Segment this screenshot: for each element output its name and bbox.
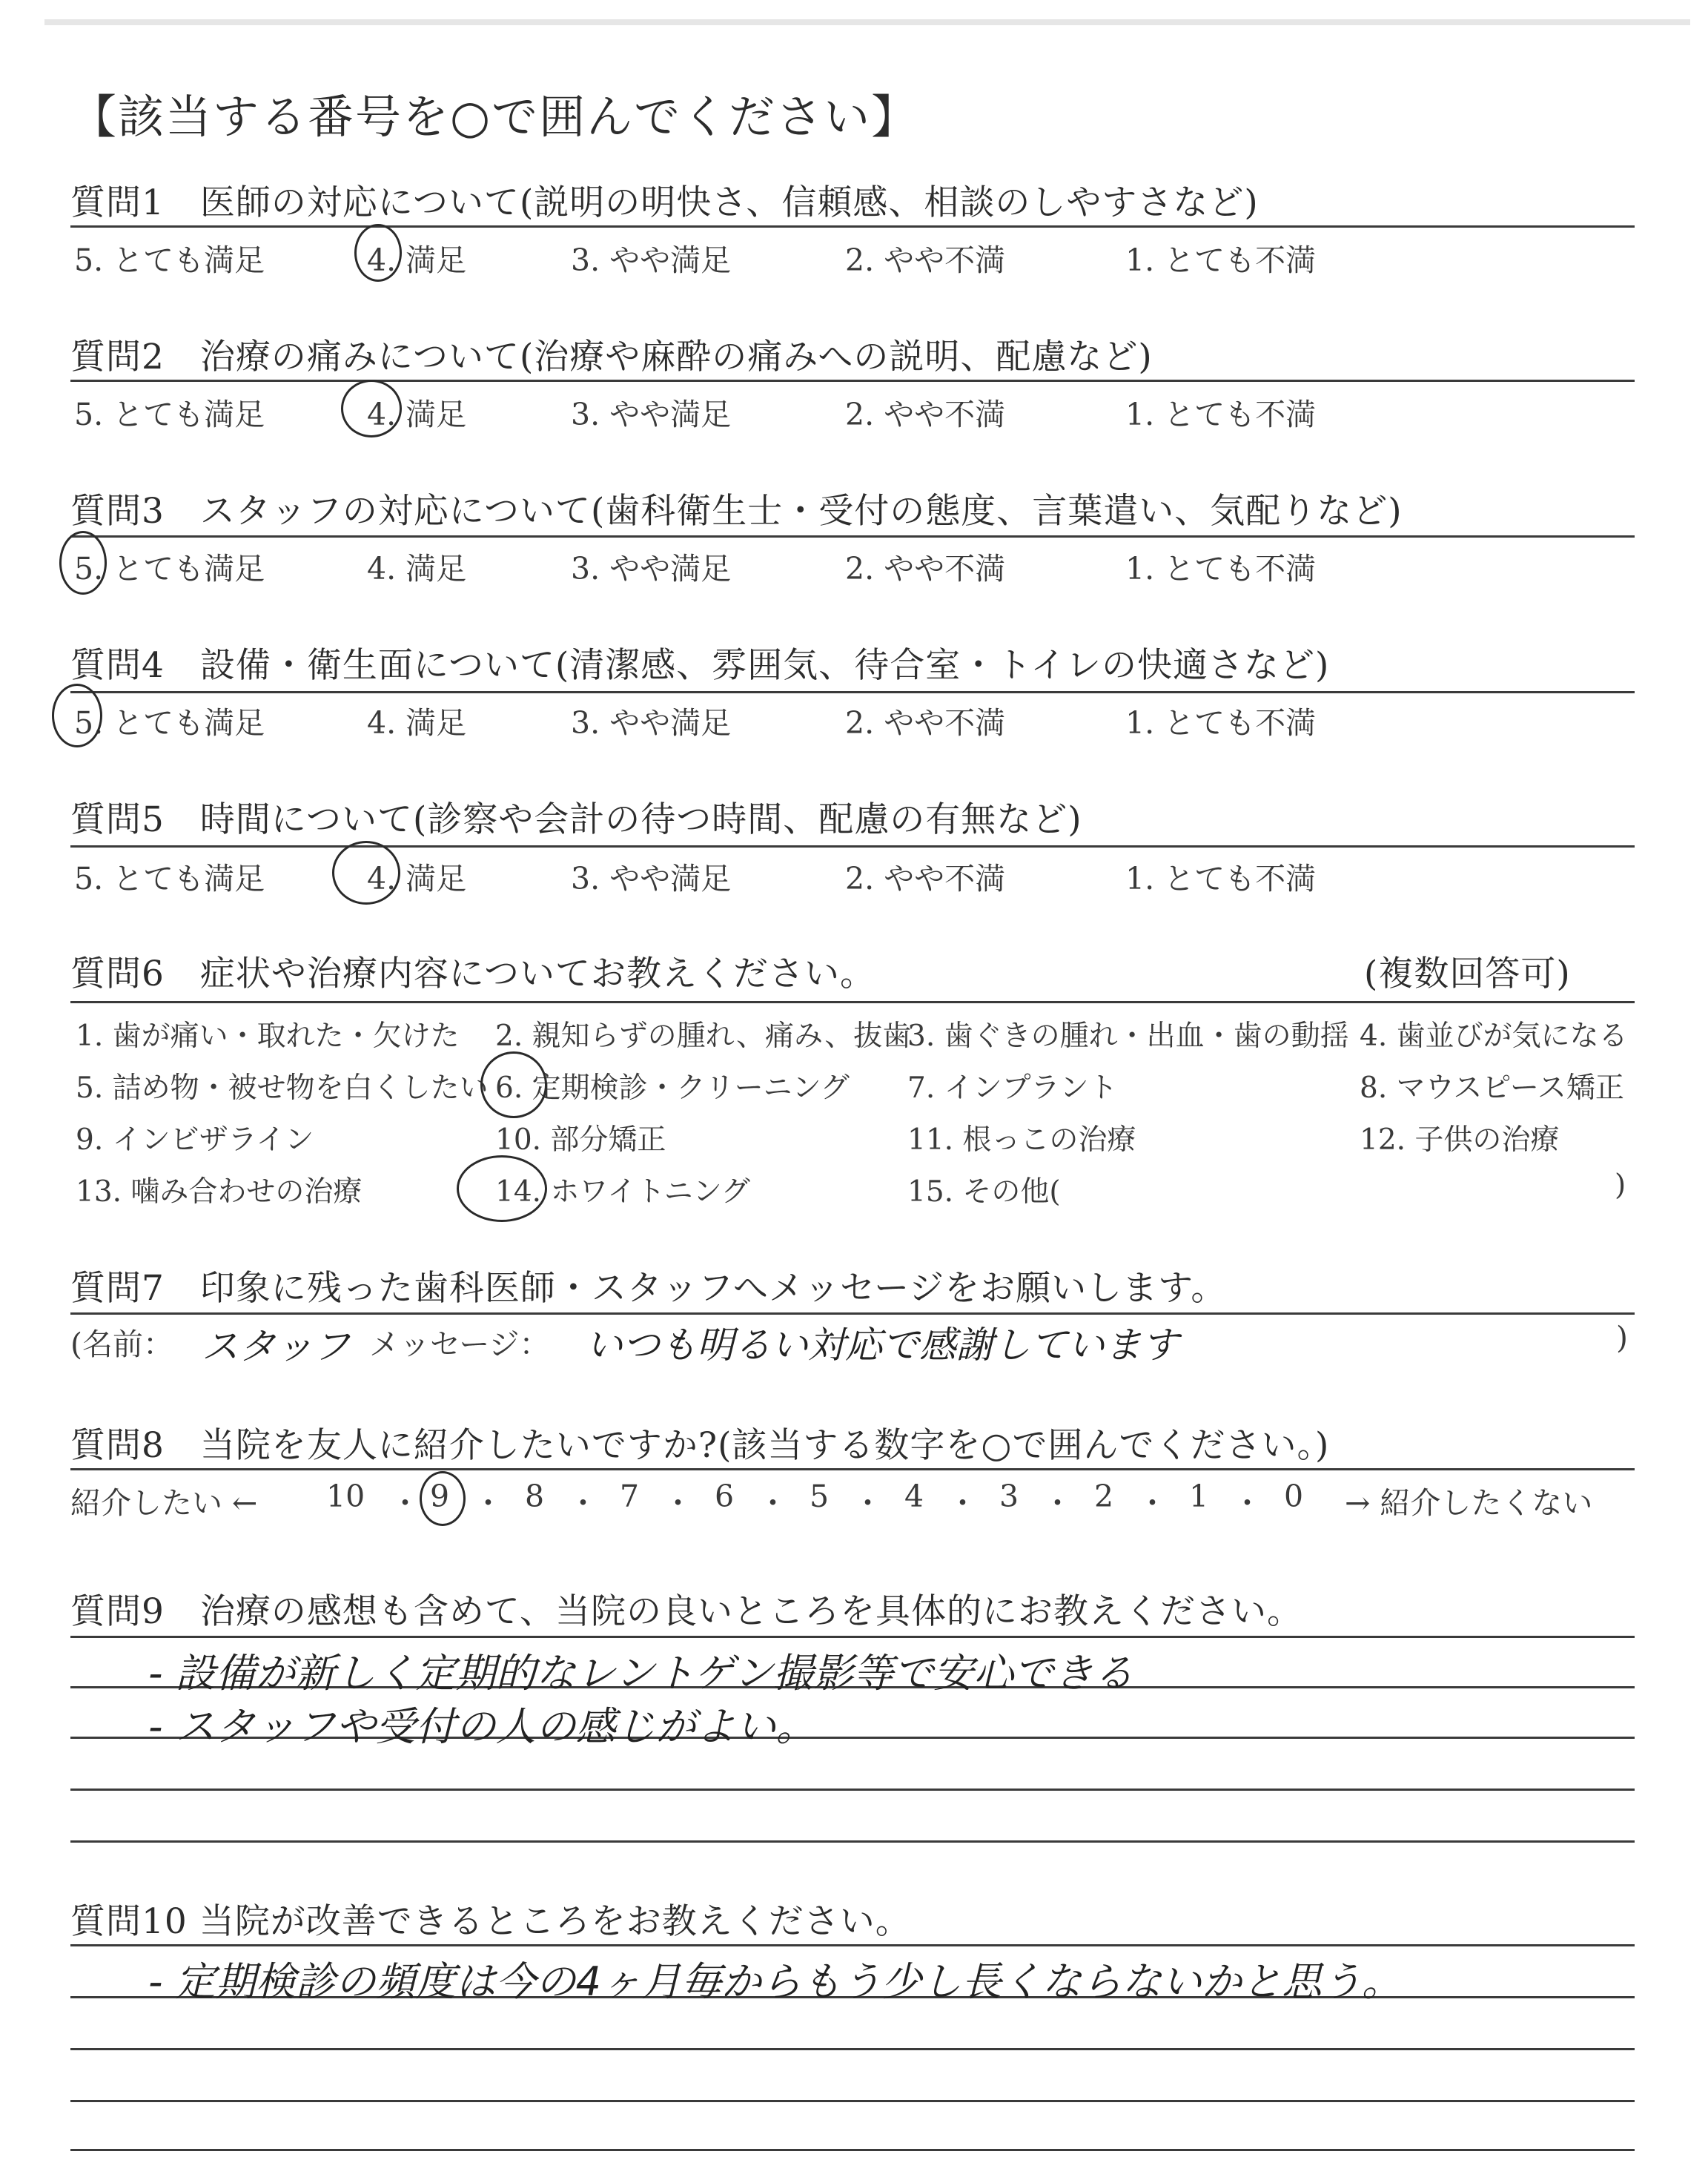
question-6-rule bbox=[70, 1001, 1635, 1003]
q8-scale-6[interactable]: 6 bbox=[715, 1479, 735, 1514]
q2-option-1[interactable]: 1. とても不満 bbox=[1125, 397, 1317, 432]
q6-item-13[interactable]: 13. 噛み合わせの治療 bbox=[76, 1175, 363, 1209]
q1-selected-circle bbox=[354, 224, 402, 282]
q10-answer-1[interactable]: - 定期検診の頻度は今の4ヶ月毎からもう少し長くならないかと思う。 bbox=[148, 1958, 1403, 2005]
q6-item-3[interactable]: 3. 歯ぐきの腫れ・出血・歯の動揺 bbox=[907, 1020, 1349, 1053]
question-1-label: 質問1 医師の対応について(説明の明快さ、信頼感、相談のしやすさなど) bbox=[70, 182, 1259, 223]
question-4-rule bbox=[70, 691, 1635, 693]
q7-name-value[interactable]: スタッフ bbox=[202, 1325, 350, 1368]
q8-scale-10[interactable]: 10 bbox=[326, 1479, 365, 1514]
q4-option-4[interactable]: 4. 満足 bbox=[367, 705, 467, 741]
q8-separator-dot: ・ bbox=[1042, 1485, 1073, 1521]
q8-separator-dot: ・ bbox=[568, 1485, 598, 1521]
q8-scale-5[interactable]: 5 bbox=[810, 1479, 830, 1514]
question-1-rule bbox=[70, 225, 1635, 228]
q9-line-1 bbox=[70, 1636, 1635, 1638]
q5-option-2[interactable]: 2. やや不満 bbox=[845, 861, 1006, 896]
q7-name-label: (名前： bbox=[70, 1327, 173, 1362]
q6-item-6[interactable]: 6. 定期検診・クリーニング bbox=[495, 1071, 850, 1105]
question-6-label: 質問6 症状や治療内容についてお教えください。 bbox=[70, 954, 875, 994]
q6-item-11[interactable]: 11. 根っこの治療 bbox=[907, 1123, 1136, 1157]
question-3-label: 質問3 スタッフの対応について(歯科衛生士・受付の態度、言葉遣い、気配りなど) bbox=[70, 491, 1403, 532]
q8-separator-dot: ・ bbox=[390, 1485, 420, 1521]
q2-option-4[interactable]: 4. 満足 bbox=[367, 397, 467, 432]
q8-scale-7[interactable]: 7 bbox=[620, 1479, 640, 1514]
q4-option-3[interactable]: 3. やや満足 bbox=[571, 705, 732, 741]
q10-line-5 bbox=[70, 2149, 1635, 2151]
q5-option-1[interactable]: 1. とても不満 bbox=[1125, 861, 1317, 896]
q2-option-3[interactable]: 3. やや満足 bbox=[571, 397, 732, 432]
q9-line-5 bbox=[70, 1840, 1635, 1843]
q3-option-4[interactable]: 4. 満足 bbox=[367, 551, 467, 587]
question-9-label: 質問9 治療の感想も含めて、当院の良いところを具体的にお教えください。 bbox=[70, 1591, 1302, 1632]
question-7-label: 質問7 印象に残った歯科医師・スタッフへメッセージをお願いします。 bbox=[70, 1268, 1227, 1309]
q5-selected-circle bbox=[332, 841, 400, 905]
q6-item-9[interactable]: 9. インビザライン bbox=[76, 1123, 314, 1157]
q4-option-5[interactable]: 5. とても満足 bbox=[74, 705, 265, 741]
q6-item-2[interactable]: 2. 親知らずの腫れ、痛み、抜歯 bbox=[495, 1020, 912, 1053]
q6-item-8[interactable]: 8. マウスピース矯正 bbox=[1360, 1071, 1624, 1105]
q6-item-10[interactable]: 10. 部分矯正 bbox=[495, 1123, 666, 1157]
question-8-label: 質問8 当院を友人に紹介したいですか?(該当する数字を○で囲んでください。) bbox=[70, 1425, 1330, 1466]
question-2-label: 質問2 治療の痛みについて(治療や麻酔の痛みへの説明、配慮など) bbox=[70, 337, 1153, 377]
q6-item-15[interactable]: 15. その他( bbox=[907, 1175, 1061, 1209]
q1-option-5[interactable]: 5. とても満足 bbox=[74, 242, 265, 278]
q6-item-5[interactable]: 5. 詰め物・被せ物を白くしたい bbox=[76, 1071, 489, 1105]
q6-selected-circle-14 bbox=[457, 1155, 547, 1222]
q8-scale-8[interactable]: 8 bbox=[525, 1479, 545, 1514]
q3-option-1[interactable]: 1. とても不満 bbox=[1125, 551, 1317, 587]
q8-separator-dot: ・ bbox=[473, 1485, 503, 1521]
q8-separator-dot: ・ bbox=[758, 1485, 788, 1521]
q1-option-2[interactable]: 2. やや不満 bbox=[845, 242, 1006, 278]
top-edge bbox=[44, 19, 1690, 25]
q5-option-5[interactable]: 5. とても満足 bbox=[74, 861, 265, 896]
q8-separator-dot: ・ bbox=[1232, 1485, 1262, 1521]
q1-option-3[interactable]: 3. やや満足 bbox=[571, 242, 732, 278]
q2-option-5[interactable]: 5. とても満足 bbox=[74, 397, 265, 432]
q8-scale-3[interactable]: 3 bbox=[999, 1479, 1019, 1514]
q6-item-7[interactable]: 7. インプラント bbox=[907, 1071, 1118, 1105]
q5-option-4[interactable]: 4. 満足 bbox=[367, 861, 467, 896]
q2-selected-circle bbox=[341, 380, 402, 437]
question-10-label: 質問10 当院が改善できるところをお教えください。 bbox=[70, 1901, 911, 1942]
q3-option-2[interactable]: 2. やや不満 bbox=[845, 551, 1006, 587]
q8-scale-9[interactable]: 9 bbox=[430, 1479, 450, 1514]
q8-scale-2[interactable]: 2 bbox=[1094, 1479, 1114, 1514]
question-7-rule bbox=[70, 1312, 1635, 1315]
q8-separator-dot: ・ bbox=[853, 1485, 883, 1521]
q8-separator-dot: ・ bbox=[663, 1485, 693, 1521]
question-8-rule bbox=[70, 1468, 1635, 1470]
q8-right-label: → 紹介したくない bbox=[1345, 1485, 1593, 1521]
q5-option-3[interactable]: 3. やや満足 bbox=[571, 861, 732, 896]
q9-answer-2[interactable]: - スタッフや受付の人の感じがよい。 bbox=[148, 1703, 816, 1750]
page-title: 【該当する番号を○で囲んでください】 bbox=[70, 90, 919, 144]
q3-option-3[interactable]: 3. やや満足 bbox=[571, 551, 732, 587]
q8-scale-4[interactable]: 4 bbox=[904, 1479, 924, 1514]
q6-item-1[interactable]: 1. 歯が痛い・取れた・欠けた bbox=[76, 1020, 460, 1053]
q10-line-1 bbox=[70, 1944, 1635, 1946]
q3-option-5[interactable]: 5. とても満足 bbox=[74, 551, 265, 587]
q7-message-value[interactable]: いつも明るい対応で感謝しています bbox=[586, 1324, 1179, 1367]
q3-selected-circle bbox=[59, 531, 107, 595]
question-2-rule bbox=[70, 380, 1635, 382]
q8-separator-dot: ・ bbox=[947, 1485, 978, 1521]
q6-selected-circle-6 bbox=[480, 1051, 547, 1118]
q7-close-paren: ) bbox=[1616, 1320, 1628, 1355]
q9-answer-1[interactable]: - 設備が新しく定期的なレントゲン撮影等で安心できる bbox=[148, 1650, 1134, 1697]
q2-option-2[interactable]: 2. やや不満 bbox=[845, 397, 1006, 432]
q8-left-label: 紹介したい ← bbox=[70, 1485, 258, 1521]
question-3-rule bbox=[70, 535, 1635, 538]
q6-item-15-close: ) bbox=[1615, 1169, 1626, 1202]
q1-option-1[interactable]: 1. とても不満 bbox=[1125, 242, 1317, 278]
q4-selected-circle bbox=[52, 684, 102, 747]
q8-scale-1[interactable]: 1 bbox=[1189, 1479, 1209, 1514]
q1-option-4[interactable]: 4. 満足 bbox=[367, 242, 467, 278]
q10-line-3 bbox=[70, 2048, 1635, 2050]
q4-option-1[interactable]: 1. とても不満 bbox=[1125, 705, 1317, 741]
q8-scale-0[interactable]: 0 bbox=[1284, 1479, 1304, 1514]
q7-message-label: メッセージ： bbox=[369, 1327, 550, 1362]
q6-item-4[interactable]: 4. 歯並びが気になる bbox=[1360, 1020, 1628, 1053]
q6-item-14[interactable]: 14. ホワイトニング bbox=[495, 1175, 750, 1209]
q4-option-2[interactable]: 2. やや不満 bbox=[845, 705, 1006, 741]
q10-line-4 bbox=[70, 2100, 1635, 2102]
question-4-label: 質問4 設備・衛生面について(清潔感、雰囲気、待合室・トイレの快適さなど) bbox=[70, 645, 1330, 686]
q6-item-12[interactable]: 12. 子供の治療 bbox=[1360, 1123, 1560, 1157]
question-5-rule bbox=[70, 845, 1635, 848]
question-6-note: (複数回答可) bbox=[1364, 954, 1571, 994]
q8-selected-circle bbox=[420, 1471, 466, 1526]
question-5-label: 質問5 時間について(診察や会計の待つ時間、配慮の有無など) bbox=[70, 799, 1082, 840]
q8-separator-dot: ・ bbox=[1137, 1485, 1168, 1521]
q9-line-4 bbox=[70, 1789, 1635, 1791]
